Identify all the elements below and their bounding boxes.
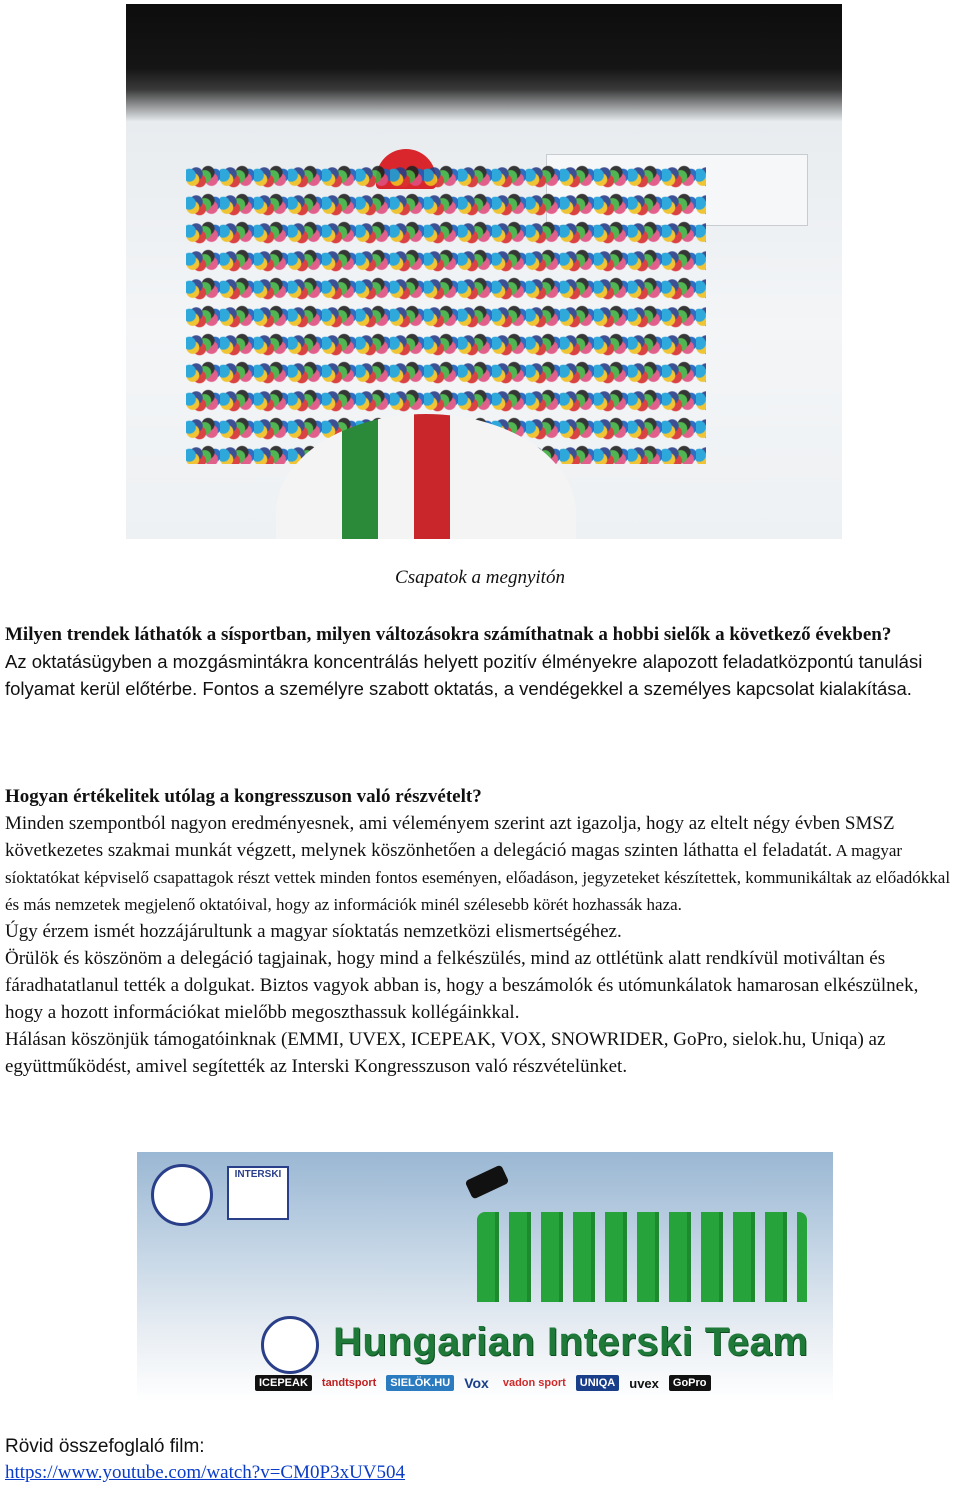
section-trends [5,621,955,702]
sponsor-uniqa: UNIQA [576,1375,619,1391]
answer-evaluation-paragraph [5,810,955,918]
hungarian-interski-team-banner [137,1152,833,1402]
team-in-green [477,1212,807,1302]
sponsor-tandtsport: tandtsport [321,1377,377,1389]
ushuaia-logo [151,1164,213,1226]
sponsor-icepeak: ICEPEAK [255,1375,312,1391]
answer-evaluation-part2: A magyar síoktatókat képviselő csapattagok részt vettek minden fontos eseményen, előadáson, jegyzeteket készítettek, kommunikáltak az előadókkal és más nemzetek megjelenő oktatóival, hogy az információk minél szélesebb körét hozhassák haza. [5,841,951,914]
answer-evaluation-part3: Úgy érzem ismét hozzájárultunk a magyar síoktatás nemzetközi elismertségéhez. [5,921,622,942]
answer-evaluation-part1: Minden szempontból nagyon eredményesnek, ami véleményem szerint azt igazolja, hogy az eltelt négy évben SMSZ következetes szakmai munkát végzett, melynek köszönhetően a delegáció magas szinten láthatta el feladatát. [5,813,895,861]
sponsor-vadon-sport: vadon sport [502,1377,566,1389]
banner-title: Hungarian Interski Team [333,1320,809,1364]
photo-caption: Csapatok a megnyitón [395,567,565,588]
question-trends: Milyen trendek láthatók a sísportban, milyen változásokra számíthatnak a hobbi sielők a következő években? [5,624,892,645]
sponsor-sielok: SIELÖK.HU [386,1375,454,1391]
sponsor-gopro: GoPro [669,1375,711,1391]
sponsor-logos [255,1370,825,1396]
smsz-logo [261,1316,319,1374]
section-evaluation [5,783,955,1080]
question-evaluation: Hogyan értékelitek utólag a kongresszuson való részvételt? [5,786,482,807]
sponsor-uvex: uvex [629,1375,659,1391]
answer-evaluation-part4: Örülök és köszönöm a delegáció tagjainak, hogy mind a felkészülés, mind az ottlétünk alatt rendkívül motiváltan és fáradhatatlanul tették a dolgukat. Biztos vagyok abban is, hogy a beszámolók és utómunkálatok hamarosan elkészülnek, hogy a hozott információkat mielőbb megoszthassuk kollégáinkkal. [5,948,919,1023]
film-label: Rövid összefoglaló film: [5,1436,205,1457]
sponsor-vox: Vox [464,1375,489,1391]
film-link[interactable]: https://www.youtube.com/watch?v=CM0P3xUV504 [5,1462,406,1483]
opening-ceremony-photo [126,4,842,539]
freestyle-jumper [465,1164,510,1199]
answer-trends: Az oktatásügyben a mozgásmintákra koncentrálás helyett pozitív élményekre alapozott feladatközpontú tanulási folyamat kerül előtérbe. Fontos a személyre szabott oktatás, a vendégekkel a személyes kapcsolat kialakítása. [5,651,923,699]
answer-evaluation-part5: Hálásan köszönjük támogatóinknak (EMMI, UVEX, ICEPEAK, VOX, SNOWRIDER, GoPro, sielok.hu, Uniqa) az együttműködést, amivel segítették az Interski Kongresszuson való részvételünket. [5,1029,886,1077]
interski-logo: INTERSKI [227,1166,289,1220]
